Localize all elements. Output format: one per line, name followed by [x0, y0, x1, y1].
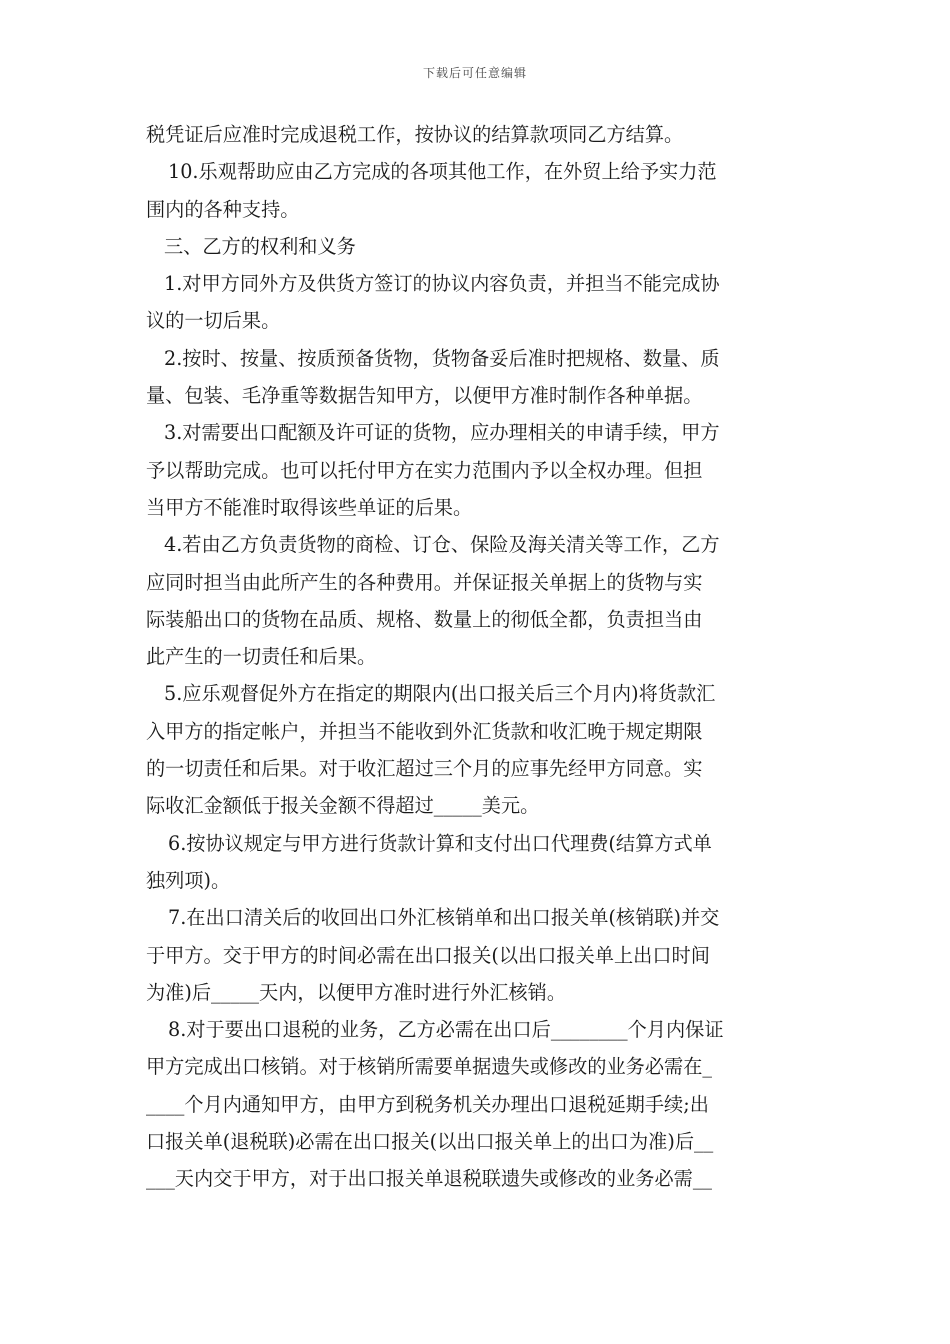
- document-line: 税凭证后应准时完成退税工作，按协议的结算款项同乙方结算。: [146, 123, 684, 146]
- document-line: 1.对甲方同外方及供货方签订的协议内容负责，并担当不能完成协: [164, 272, 720, 296]
- document-line: 5.应乐观督促外方在指定的期限内(出口报关后三个月内)将货款汇: [164, 682, 716, 706]
- document-line: 入甲方的指定帐户，并担当不能收到外汇货款和收汇晚于规定期限: [146, 719, 703, 743]
- document-line: 口报关单(退税联)必需在出口报关(以出口报关单上的出口为准)后__: [146, 1130, 714, 1154]
- document-line: 3.对需要出口配额及许可证的货物，应办理相关的申请手续，甲方: [164, 421, 720, 445]
- document-line: 独列项)。: [146, 868, 231, 892]
- document-line: 10.乐观帮助应由乙方完成的各项其他工作，在外贸上给予实力范: [168, 160, 717, 184]
- document-line: 8.对于要出口退税的业务，乙方必需在出口后________个月内保证: [168, 1018, 724, 1042]
- document-line: 为准)后_____天内，以便甲方准时进行外汇核销。: [146, 980, 567, 1004]
- document-line: 际装船出口的货物在品质、规格、数量上的彻低全都，负责担当由: [146, 607, 703, 631]
- document-line: 应同时担当由此所产生的各种费用。并保证报关单据上的货物与实: [146, 570, 703, 594]
- document-line: 7.在出口清关后的收回出口外汇核销单和出口报关单(核销联)并交: [168, 906, 720, 930]
- page-header: 下载后可任意编辑: [422, 66, 527, 80]
- document-line: 2.按时、按量、按质预备货物，货物备妥后准时把规格、数量、质: [164, 346, 720, 370]
- document-line: 议的一切后果。: [146, 309, 281, 333]
- document-line: ____个月内通知甲方，由甲方到税务机关办理出口退税延期手续;出: [146, 1092, 709, 1116]
- document-line: 当甲方不能准时取得该些单证的后果。: [146, 495, 473, 519]
- document-line: 4.若由乙方负责货物的商检、订仓、保险及海关清关等工作，乙方: [164, 533, 720, 557]
- document-line: 三、乙方的权利和义务: [164, 234, 356, 258]
- document-line: 量、包装、毛净重等数据告知甲方，以便甲方准时制作各种单据。: [146, 384, 703, 408]
- document-line: ___天内交于甲方，对于出口报关单退税联遗失或修改的业务必需__: [146, 1167, 713, 1191]
- document-line: 于甲方。交于甲方的时间必需在出口报关(以出口报关单上出口时间: [146, 943, 710, 967]
- document-line: 甲方完成出口核销。对于核销所需要单据遗失或修改的业务必需在_: [146, 1055, 713, 1079]
- document-line: 围内的各种支持。: [146, 197, 300, 221]
- document-line: 6.按协议规定与甲方进行货款计算和支付出口代理费(结算方式单: [168, 831, 712, 855]
- document-body: [146, 116, 808, 1198]
- document-line: 此产生的一切责任和后果。: [146, 645, 377, 669]
- document-line: 际收汇金额低于报关金额不得超过_____美元。: [146, 794, 540, 818]
- document-line: 的一切责任和后果。对于收汇超过三个月的应事先经甲方同意。实: [146, 757, 703, 781]
- document-line: 予以帮助完成。也可以托付甲方在实力范围内予以全权办理。但担: [146, 458, 703, 482]
